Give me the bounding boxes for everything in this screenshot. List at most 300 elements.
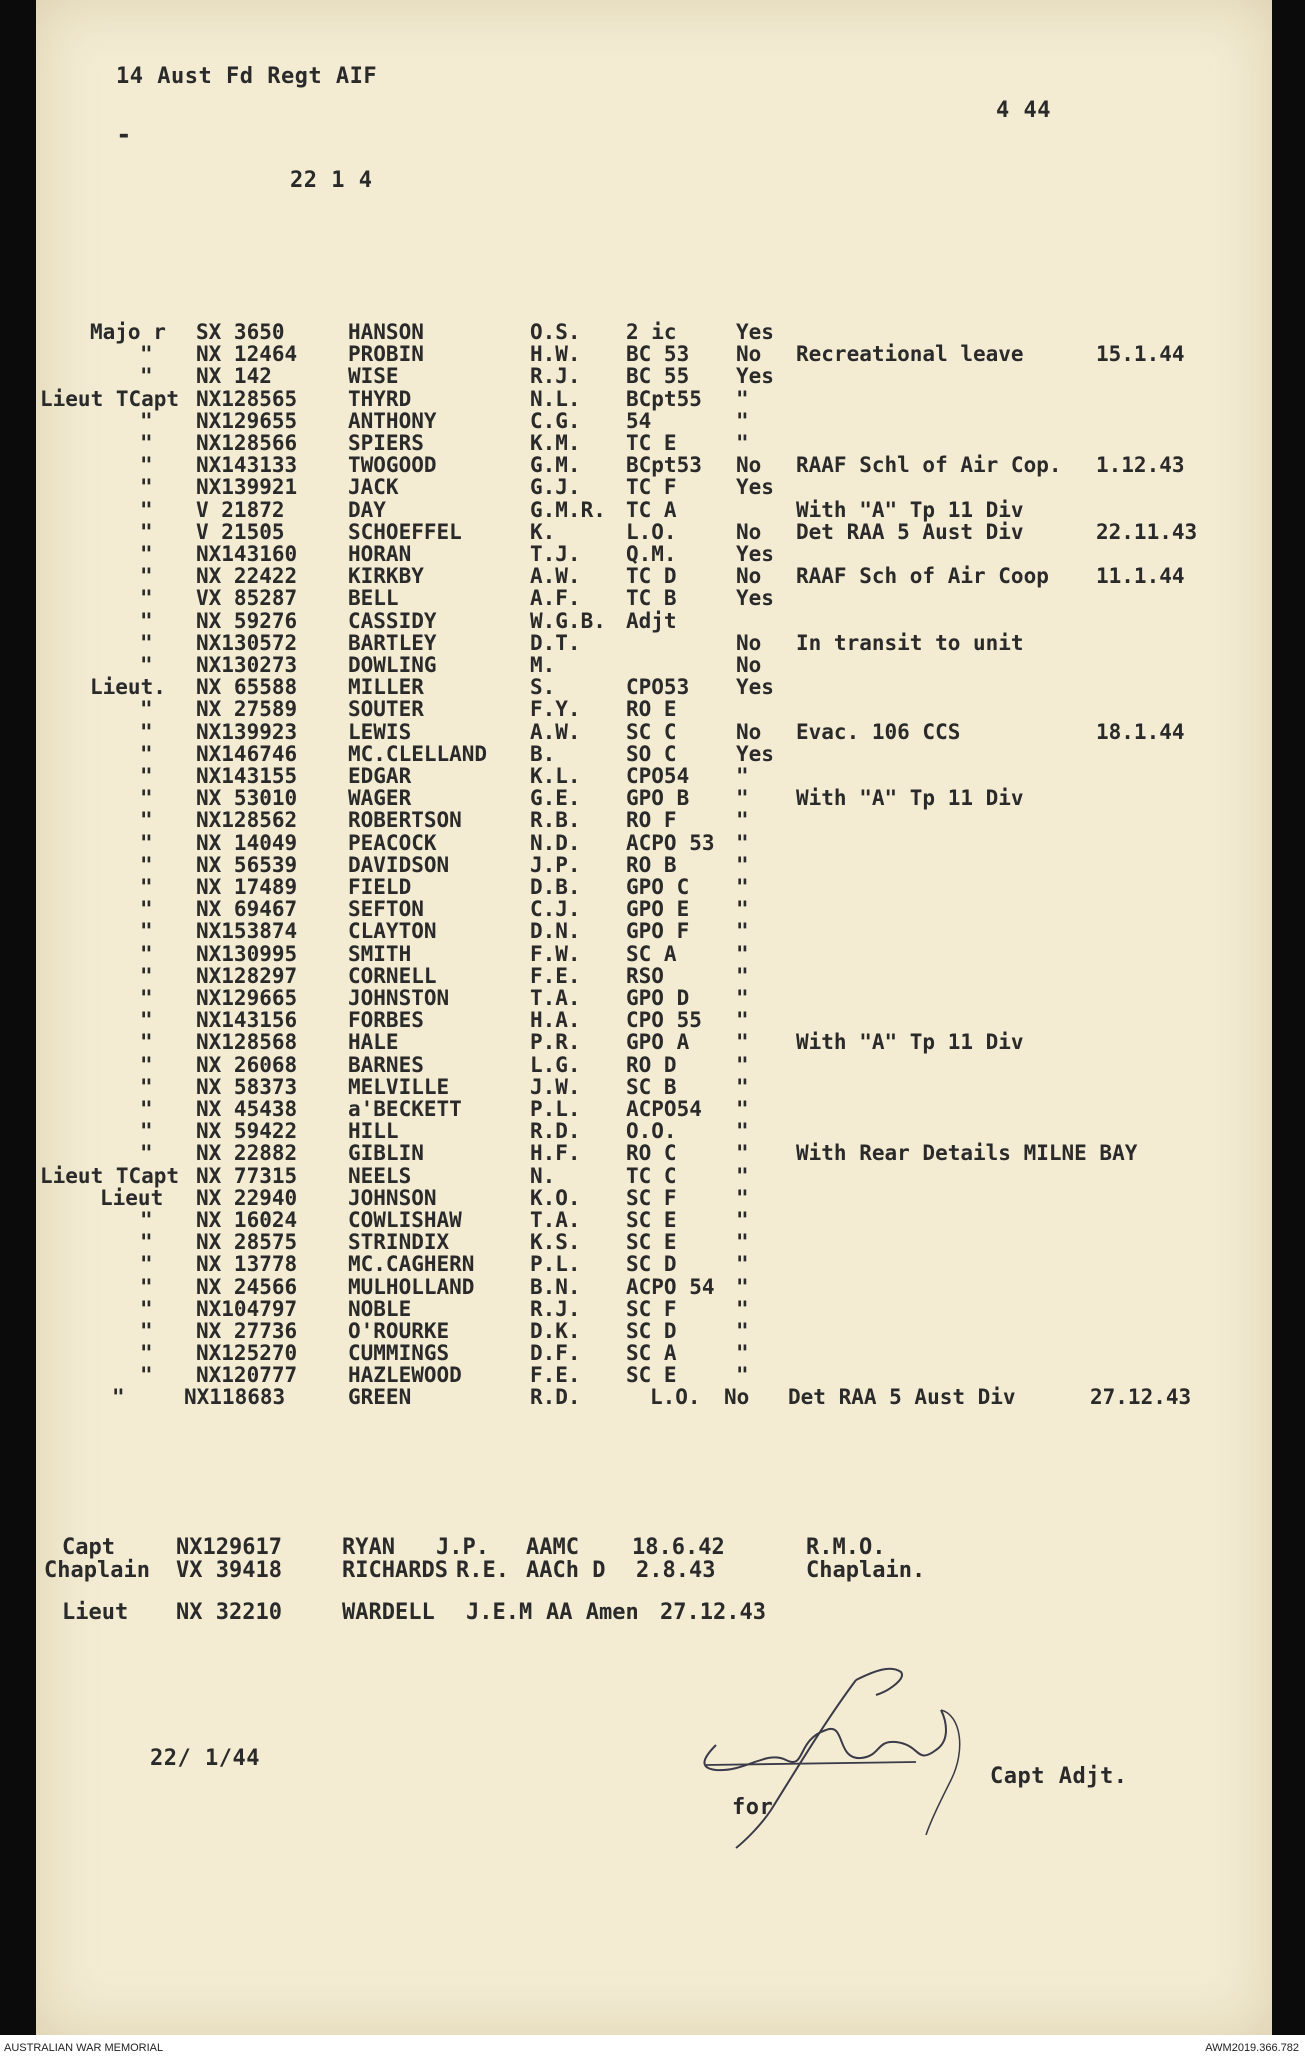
- availability: ": [736, 1030, 749, 1055]
- availability: ": [736, 1074, 749, 1099]
- surname: PROBIN: [348, 342, 424, 367]
- surname: WAGER: [348, 786, 412, 811]
- service-number: NX143160: [196, 542, 298, 566]
- availability: ": [736, 1252, 749, 1277]
- surname: RYAN: [342, 1535, 395, 1560]
- surname: SCHOEFFEL: [348, 519, 462, 544]
- initials: D.K.: [530, 1319, 581, 1343]
- footer-institution: AUSTRALIAN WAR MEMORIAL: [4, 2042, 164, 2054]
- position: Q.M.: [626, 542, 677, 566]
- service-number: NX143155: [196, 764, 298, 788]
- initials: N.L.: [530, 386, 581, 411]
- corps: AAMC: [526, 1535, 579, 1560]
- position: TC B: [626, 586, 677, 611]
- roster-row: [36, 919, 1272, 944]
- service-number: NX139921: [196, 475, 298, 500]
- availability: ": [736, 786, 749, 811]
- rank: ": [140, 941, 153, 966]
- roster-row: [36, 1164, 1272, 1186]
- availability: Yes: [736, 675, 774, 700]
- date: 27.12.43: [660, 1600, 766, 1625]
- position: GPO E: [626, 897, 690, 922]
- surname: MC.CAGHERN: [348, 1252, 475, 1277]
- availability: ": [736, 1341, 749, 1366]
- service-number: NX 16024: [196, 1208, 298, 1232]
- roster-row: [36, 897, 1272, 922]
- service-number: NX128568: [196, 1030, 298, 1055]
- rank: ": [140, 1274, 153, 1299]
- rank: ": [140, 1052, 153, 1077]
- availability: ": [736, 808, 749, 833]
- surname: JOHNSON: [348, 1185, 437, 1210]
- availability: ": [736, 1008, 749, 1033]
- remark-date: 27.12.43: [1090, 1385, 1192, 1409]
- initials: R.B.: [530, 808, 581, 833]
- position: SC A: [626, 1341, 677, 1366]
- initials: R.J.: [530, 364, 581, 389]
- service-number: NX 59422: [196, 1119, 298, 1144]
- surname: CUMMINGS: [348, 1341, 450, 1366]
- roster-row: [36, 764, 1272, 786]
- position: GPO A: [626, 1030, 690, 1055]
- position: GPO C: [626, 875, 690, 899]
- availability: ": [736, 408, 749, 433]
- position: CPO 55: [626, 1008, 702, 1033]
- surname: THYRD: [348, 386, 412, 411]
- surname: CORNELL: [348, 963, 437, 988]
- surname: BARTLEY: [348, 630, 437, 655]
- position: GPO D: [626, 986, 690, 1010]
- availability: Yes: [736, 542, 774, 566]
- position: SC E: [626, 1363, 677, 1388]
- roster-row: [36, 320, 1272, 342]
- rank: ": [140, 653, 153, 677]
- remark: RAAF Sch of Air Coop: [796, 564, 1049, 589]
- rank: ": [140, 586, 153, 611]
- surname: BARNES: [348, 1052, 424, 1077]
- roster-row: [36, 631, 1272, 653]
- service-number: NX 142: [196, 364, 272, 389]
- availability: ": [736, 986, 749, 1010]
- remark-date: 22.11.43: [1096, 519, 1198, 544]
- availability: No: [736, 564, 762, 589]
- remark: RAAF Schl of Air Cop.: [796, 453, 1062, 478]
- roster-row: [36, 1297, 1272, 1319]
- roster-row: [36, 1030, 1272, 1055]
- availability: ": [736, 764, 749, 788]
- service-number: NX 27736: [196, 1319, 298, 1343]
- rank: Capt: [62, 1535, 115, 1560]
- roster-row: [36, 1230, 1272, 1255]
- rank: Chaplain: [44, 1558, 150, 1583]
- availability: ": [736, 1097, 749, 1121]
- surname: CASSIDY: [348, 608, 437, 633]
- initials: J.E.M: [466, 1600, 533, 1625]
- roster-row: [36, 720, 1272, 742]
- surname: FORBES: [348, 1008, 424, 1033]
- roster-row: [36, 1341, 1272, 1366]
- rank: ": [140, 919, 153, 944]
- surname: WISE: [348, 364, 399, 389]
- rank: ": [140, 1119, 153, 1144]
- remark-date: 15.1.44: [1096, 342, 1185, 367]
- position: Adjt: [626, 608, 677, 633]
- roster-row: [36, 675, 1272, 700]
- position: SC B: [626, 1074, 677, 1099]
- rank: ": [140, 519, 153, 544]
- availability: No: [736, 719, 762, 744]
- service-number: NX 22940: [196, 1185, 298, 1210]
- rank: ": [140, 1097, 153, 1121]
- position: SO C: [626, 741, 677, 766]
- service-number: NX128565: [196, 386, 298, 411]
- roster-row: [36, 453, 1272, 478]
- roster-row: [36, 498, 1272, 520]
- position: BCpt55: [626, 386, 702, 411]
- position: ACPO 54: [626, 1274, 715, 1299]
- position: GPO F: [626, 919, 690, 944]
- availability: ": [736, 1230, 749, 1255]
- availability: ": [736, 875, 749, 899]
- roster-row: [36, 564, 1272, 589]
- position: TC D: [626, 564, 677, 589]
- service-number: NX130572: [196, 630, 298, 655]
- surname: SMITH: [348, 941, 412, 966]
- surname: MELVILLE: [348, 1074, 450, 1099]
- service-number: NX146746: [196, 741, 298, 766]
- unit-header: 14 Aust Fd Regt AIF: [116, 64, 378, 89]
- service-number: NX 77315: [196, 1163, 298, 1188]
- service-number: NX139923: [196, 719, 298, 744]
- surname: JACK: [348, 475, 399, 500]
- service-number: NX 14049: [196, 830, 298, 855]
- service-number: NX 53010: [196, 786, 298, 811]
- remark: With Rear Details MILNE BAY: [796, 1141, 1138, 1166]
- position: RO B: [626, 852, 677, 877]
- initials: A.W.: [530, 564, 581, 589]
- position: RO D: [626, 1052, 677, 1077]
- service-number: NX 28575: [196, 1230, 298, 1255]
- service-number: NX 17489: [196, 875, 298, 899]
- roster-row: [36, 387, 1272, 409]
- surname: FIELD: [348, 875, 412, 899]
- roster-row: [36, 1186, 1272, 1208]
- service-number: NX 12464: [196, 342, 298, 367]
- remark: Recreational leave: [796, 342, 1024, 367]
- rank: ": [140, 1363, 153, 1388]
- position: SC C: [626, 719, 677, 744]
- initials: F.E.: [530, 1363, 581, 1388]
- rank: ": [140, 453, 153, 478]
- availability: No: [736, 342, 762, 367]
- rank: ": [112, 1385, 125, 1409]
- availability: No: [736, 630, 762, 655]
- surname: HALE: [348, 1030, 399, 1055]
- initials: N.D.: [530, 830, 581, 855]
- initials: K.O.: [530, 1185, 581, 1210]
- surname: HILL: [348, 1119, 399, 1144]
- surname: MC.CLELLAND: [348, 741, 488, 766]
- rank: ": [140, 741, 153, 766]
- initials: T.A.: [530, 1208, 581, 1232]
- position: ACPO 53: [626, 830, 715, 855]
- roster-row: [36, 342, 1272, 367]
- service-number: NX 58373: [196, 1074, 298, 1099]
- surname: DAVIDSON: [348, 852, 450, 877]
- rank: Lieut.: [90, 675, 166, 700]
- service-number: NX129665: [196, 986, 298, 1010]
- service-number: NX 26068: [196, 1052, 298, 1077]
- service-number: NX118683: [184, 1385, 286, 1409]
- service-number: NX143156: [196, 1008, 298, 1033]
- roster-row: [36, 1141, 1272, 1166]
- roster-row: [36, 1097, 1272, 1119]
- initials: R.D.: [530, 1385, 581, 1409]
- surname: ROBERTSON: [348, 808, 462, 833]
- service-number: NX130273: [196, 653, 298, 677]
- initials: D.T.: [530, 630, 581, 655]
- position: TC C: [626, 1163, 677, 1188]
- availability: ": [736, 1274, 749, 1299]
- surname: HORAN: [348, 542, 412, 566]
- surname: a'BECKETT: [348, 1097, 462, 1121]
- surname: HANSON: [348, 320, 424, 344]
- initials: T.A.: [530, 986, 581, 1010]
- service-number: NX128562: [196, 808, 298, 833]
- rank: ": [140, 1074, 153, 1099]
- surname: KIRKBY: [348, 564, 424, 589]
- initials: M.: [530, 653, 556, 677]
- position: SC E: [626, 1208, 677, 1232]
- position: SC F: [626, 1185, 677, 1210]
- initials: R.D.: [530, 1119, 581, 1144]
- position: CPO54: [626, 764, 690, 788]
- surname: BELL: [348, 586, 399, 611]
- attached-row: [36, 1600, 1272, 1630]
- initials: K.M.: [530, 431, 581, 455]
- roster-row: [36, 697, 1272, 722]
- availability: ": [736, 1296, 749, 1321]
- surname: LEWIS: [348, 719, 412, 744]
- rank: ": [140, 608, 153, 633]
- initials: F.W.: [530, 941, 581, 966]
- initials: P.L.: [530, 1252, 581, 1277]
- initials: D.N.: [530, 919, 581, 944]
- position: 54: [626, 408, 652, 433]
- availability: No: [736, 453, 762, 478]
- availability: No: [736, 519, 762, 544]
- service-number: NX 32210: [176, 1600, 282, 1625]
- initials: N.: [530, 1163, 556, 1188]
- availability: ": [736, 963, 749, 988]
- surname: GREEN: [348, 1385, 412, 1409]
- initials: P.R.: [530, 1030, 581, 1055]
- initials: K.L.: [530, 764, 581, 788]
- roster-row: [36, 1319, 1272, 1341]
- archive-footer: [0, 2035, 1305, 2061]
- service-number: NX 69467: [196, 897, 298, 922]
- rank: Lieut TCapt: [40, 386, 180, 411]
- availability: Yes: [736, 586, 774, 611]
- service-number: NX 65588: [196, 675, 298, 700]
- availability: ": [736, 919, 749, 944]
- service-number: V 21872: [196, 497, 285, 522]
- service-number: NX125270: [196, 1341, 298, 1366]
- availability: Yes: [736, 741, 774, 766]
- service-number: NX104797: [196, 1296, 298, 1321]
- initials: G.J.: [530, 475, 581, 500]
- service-number: NX 24566: [196, 1274, 298, 1299]
- initials: D.F.: [530, 1341, 581, 1366]
- availability: Yes: [736, 320, 774, 344]
- rank: ": [140, 630, 153, 655]
- roster-row: [36, 853, 1272, 875]
- position: O.O.: [626, 1119, 677, 1144]
- rank: ": [140, 963, 153, 988]
- rank: Majo r: [90, 320, 166, 344]
- rank: ": [140, 564, 153, 589]
- initials: L.G.: [530, 1052, 581, 1077]
- remark-date: 18.1.44: [1096, 719, 1185, 744]
- position: SC F: [626, 1296, 677, 1321]
- availability: ": [736, 386, 749, 411]
- date: 2.8.43: [636, 1558, 716, 1583]
- surname: WARDELL: [342, 1600, 435, 1625]
- roster-row: [36, 475, 1272, 500]
- rank: ": [140, 1252, 153, 1277]
- signoff-for: for: [732, 1795, 774, 1820]
- surname: CLAYTON: [348, 919, 437, 944]
- surname: DOWLING: [348, 653, 437, 677]
- initials: B.: [530, 741, 556, 766]
- surname: NOBLE: [348, 1296, 412, 1321]
- initials: J.P.: [436, 1535, 489, 1560]
- initials: H.A.: [530, 1008, 581, 1033]
- roster-row: [36, 742, 1272, 764]
- initials: K.S.: [530, 1230, 581, 1255]
- service-number: NX 22882: [196, 1141, 298, 1166]
- surname: NEELS: [348, 1163, 412, 1188]
- initials: F.E.: [530, 963, 581, 988]
- initials: J.P.: [530, 852, 581, 877]
- rank: ": [140, 719, 153, 744]
- signoff-date: 22/ 1/44: [150, 1746, 260, 1771]
- initials: G.M.: [530, 453, 581, 478]
- position: SC A: [626, 941, 677, 966]
- rank: ": [140, 342, 153, 367]
- service-number: NX153874: [196, 919, 298, 944]
- service-number: NX120777: [196, 1363, 298, 1388]
- rank: ": [140, 408, 153, 433]
- corps: AA Amen: [546, 1600, 639, 1625]
- initials: C.J.: [530, 897, 581, 922]
- position: TC A: [626, 497, 677, 522]
- position: BC 53: [626, 342, 690, 367]
- position: RO E: [626, 697, 677, 722]
- attached-row: [36, 1558, 1272, 1588]
- rank: ": [140, 475, 153, 500]
- roster-row: [36, 1275, 1272, 1297]
- remark-date: 11.1.44: [1096, 564, 1185, 589]
- remark: Evac. 106 CCS: [796, 719, 961, 744]
- service-number: NX130995: [196, 941, 298, 966]
- rank: ": [140, 852, 153, 877]
- roster-row: [36, 1252, 1272, 1277]
- rank: Lieut: [62, 1600, 129, 1625]
- surname: O'ROURKE: [348, 1319, 450, 1343]
- rank: ": [140, 364, 153, 389]
- initials: T.J.: [530, 542, 581, 566]
- rank: ": [140, 542, 153, 566]
- availability: ": [736, 941, 749, 966]
- service-number: NX129655: [196, 408, 298, 433]
- surname: TWOGOOD: [348, 453, 437, 478]
- roster-row: [36, 586, 1272, 611]
- surname: STRINDIX: [348, 1230, 450, 1255]
- role: Chaplain.: [806, 1558, 926, 1583]
- position: ACPO54: [626, 1097, 702, 1121]
- surname: RICHARDS: [342, 1558, 448, 1583]
- initials: H.W.: [530, 342, 581, 367]
- role: R.M.O.: [806, 1535, 886, 1560]
- roster-row: [36, 653, 1272, 675]
- rank: ": [140, 1319, 153, 1343]
- surname: PEACOCK: [348, 830, 437, 855]
- rank: ": [140, 786, 153, 811]
- surname: COWLISHAW: [348, 1208, 462, 1232]
- availability: ": [736, 1141, 749, 1166]
- rank: ": [140, 1341, 153, 1366]
- position: TC E: [626, 431, 677, 455]
- service-number: V 21505: [196, 519, 285, 544]
- footer-accession: AWM2019.366.782: [1205, 2042, 1299, 2054]
- availability: Yes: [736, 475, 774, 500]
- service-number: NX 59276: [196, 608, 298, 633]
- rank: ": [140, 1030, 153, 1055]
- initials: O.S.: [530, 320, 581, 344]
- initials: H.F.: [530, 1141, 581, 1166]
- surname: ANTHONY: [348, 408, 437, 433]
- roster-row-final: [36, 1385, 1272, 1407]
- service-number: NX128566: [196, 431, 298, 455]
- rank: ": [140, 986, 153, 1010]
- surname: EDGAR: [348, 764, 412, 788]
- availability: ": [736, 431, 749, 455]
- rank: ": [140, 1296, 153, 1321]
- availability: ": [736, 1163, 749, 1188]
- availability: ": [736, 1052, 749, 1077]
- surname: MILLER: [348, 675, 424, 700]
- position: CPO53: [626, 675, 690, 700]
- signoff-title: Capt Adjt.: [990, 1764, 1128, 1789]
- remark: In transit to unit: [796, 630, 1024, 655]
- position: SC E: [626, 1230, 677, 1255]
- availability: ": [736, 1319, 749, 1343]
- position: BCpt53: [626, 453, 702, 478]
- roster-row: [36, 1119, 1272, 1144]
- roster-row: [36, 1053, 1272, 1075]
- roster-row: [36, 431, 1272, 453]
- availability: Yes: [736, 364, 774, 389]
- surname: HAZLEWOOD: [348, 1363, 462, 1388]
- roster-row: [36, 942, 1272, 964]
- roster-row: [36, 786, 1272, 811]
- availability: ": [736, 1119, 749, 1144]
- service-number: NX 45438: [196, 1097, 298, 1121]
- document-page: [36, 0, 1272, 2035]
- service-number: NX 22422: [196, 564, 298, 589]
- initials: G.M.R.: [530, 497, 606, 522]
